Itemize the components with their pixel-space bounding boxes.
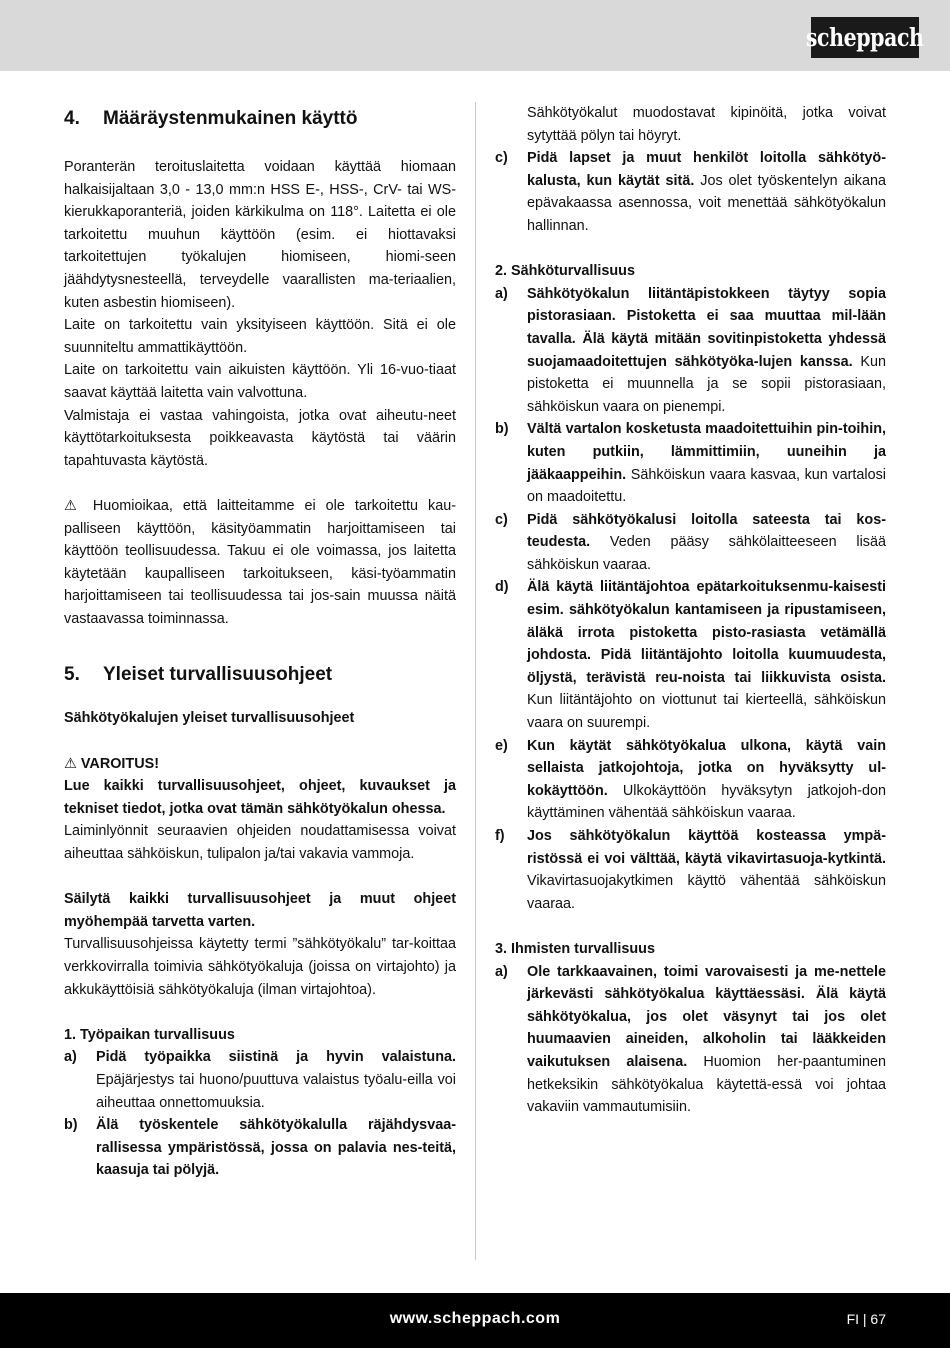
adult-use-paragraph: Laite on tarkoitettu vain aikuisten käyttöön. Yli 16-vuo-tiaat saavat käyttää laitetta vain valvottuna. — [64, 362, 456, 401]
brand-logo: scheppach — [811, 17, 919, 58]
list-item: b) Vältä vartalon kosketusta maadoitettuihin pin-toihin, kuten putkiin, lämmittimiin, uuneihin ja jääkaappeihin. Sähköiskun vaara kasvaa, kun vartalosi on maadoitettu. — [495, 421, 886, 506]
list-item: a) Sähkötyökalun liitäntäpistokkeen täytyy sopia pistorasiaan. Pistoketta ei saa muuttaa mil-lään tavalla. Älä käytä mitään sovitinpistoketta yhdessä suojamaadoitettujen sähkötyöka-lujen kanssa. Kun pistoketta ei muunnella ja se sopii pistorasiaan, sähköiskun vaara on pienempi. — [495, 285, 886, 415]
warning-bold-text: Lue kaikki turvallisuusohjeet, ohjeet, kuvaukset ja tekniset tiedot, jotka ovat tämän sähkötyökalun ohessa. — [64, 778, 456, 817]
list-item: c) Pidä lapset ja muut henkilöt loitolla sähkötyö-kalusta, kun käytät sitä. Jos olet työskentelyn aikana epävakaassa asennossa, voit menettää sähkötyökalun hallinnan. — [495, 150, 886, 234]
list-item: e) Kun käytät sähkötyökalua ulkona, käytä vain sellaista jatkojohtoja, jotka on hyväksytty ul-kokäyttöön. Ulkokäyttöön hyväksytyn jatkojoh-don käyttäminen vähentää sähköiskun vaaraa. — [495, 737, 886, 822]
column-divider — [475, 102, 476, 1260]
workplace-safety-heading: 1. Työpaikan turvallisuus — [64, 1026, 235, 1043]
list-item: a) Ole tarkkaavainen, toimi varovaisesti ja me-nettele järkevästi sähkötyökalua käyttäessäsi. Älä käytä sähkötyökalua, jos olet väsynyt tai jos olet huumaavien aineiden, alkoholin tai lääkkeiden vaikutuksen alaisena. Huomion her-paantuminen hetkeksikin sähkötyökalua käytettä-essä voi johtaa vakaviin vammautumisiin. — [495, 963, 887, 1116]
list-item: a) Pidä työpaikka siistinä ja hyvin valaistuna. Epäjärjestys tai huono/puuttuva valaistus työalu-eilla voi aiheuttaa onnettomuuksia. — [64, 1049, 456, 1111]
commercial-use-note: ⚠ Huomioikaa, että laitteitamme ei ole tarkoitettu kau-palliseen käyttöön, käsityöammatin harjoittamiseen tai käyttöön teollisuudessa. Takuu ei ole voimassa, jos laitetta käytetään kaupalliseen tarkoitukseen, käsi-työammatin harjoittamiseen tai teollisuudessa tai jos-sain muussa näitä vastaavassa toiminnassa. — [64, 497, 457, 627]
electrical-safety-heading: 2. Sähköturvallisuus — [495, 263, 635, 280]
left-column — [64, 102, 456, 1182]
right-column — [495, 102, 886, 1119]
liability-paragraph: Valmistaja ei vastaa vahingoista, jotka ovat aiheutu-neet käyttötarkoituksesta poikkeavasta käytöstä tai väärin tapahtuvasta käytöstä. — [64, 407, 456, 469]
website-link[interactable]: www.scheppach.com — [389, 1310, 561, 1327]
section-5-heading: 5. Yleiset turvallisuusohjeet — [64, 664, 333, 686]
page-number: FI | 67 — [846, 1311, 886, 1327]
list-item-continuation: Sähkötyökalut muodostavat kipinöitä, jotka voivat sytyttää pölyn tai höyryt. — [527, 105, 886, 144]
list-item: b) Älä työskentele sähkötyökalulla räjähdysvaa-rallisessa ympäristössä, jossa on palavia nes-teitä, kaasuja tai pölyjä. — [64, 1117, 456, 1179]
list-item: d) Älä käytä liitäntäjohtoa epätarkoituksenmu-kaisesti esim. sähkötyökalun kantamiseen ja ripustamiseen, äläkä irrota pistoketta pisto-rasiasta vetämällä johdosta. Pidä liitäntäjohto loitolla kuumuudesta, öljystä, terävistä reu-noista tai liikkuvista osista. Kun liitäntäjohto on viottunut tai kierteellä, sähköiskun vaara on suurempi. — [495, 579, 886, 732]
warning-triangle-icon: ⚠ — [64, 755, 77, 772]
keep-instructions-text: Turvallisuusohjeissa käytetty termi ”sähkötyökalu” tar-koittaa verkkovirralla toimivia sähkötyökaluja (joissa on virtajohto) ja akkukäyttöisiä sähkötyökaluja (ilman virtajohtoa). — [64, 936, 456, 998]
section-4-title: Määräystenmukainen käyttö — [103, 108, 358, 129]
footer-bar — [0, 1293, 950, 1348]
list-item: c) Pidä sähkötyökalusi loitolla sateesta tai kos-teudesta. Veden pääsy sähkölaitteeseen lisää sähköiskun vaaraa. — [495, 511, 886, 573]
list-item: f) Jos sähkötyökalun käyttöä kosteassa ympä-ristössä ei voi välttää, käytä vikavirtasuoja-kytkintä. Vikavirtasuojakytkimen käyttö vähentää sähköiskun vaaraa. — [495, 828, 886, 912]
warning-text: Laiminlyönnit seuraavien ohjeiden noudattamisessa voivat aiheuttaa sähköiskun, tulipalon ja/tai vakavia vammoja. — [64, 823, 456, 863]
intended-use-paragraph: Poranterän teroituslaitetta voidaan käyttää hiomaan halkaisijaltaan 3,0 - 13,0 mm:n HSS E-, HSS-, CrV- tai WS-kierukkaporanteriä, joiden kärkikulma on 118°. Laitetta ei ole tarkoitettu muuhun käyttöön (esim. ei hiottavaksi tarkoitettujen työkalujen hiomiseen, hiomi-seen jäähdytysnesteellä, terveydelle vaarallisten ma-teriaalien, kuten asbestin hiomiseen). — [64, 159, 456, 311]
warning-triangle-icon: ⚠ — [64, 497, 83, 514]
private-use-paragraph: Laite on tarkoitettu vain yksityiseen käyttöön. Sitä ei ole suunniteltu ammattikäyttöön. — [64, 317, 456, 356]
personal-safety-heading: 3. Ihmisten turvallisuus — [495, 940, 655, 957]
keep-instructions-bold: Säilytä kaikki turvallisuusohjeet ja muut ohjeet myöhempää tarvetta varten. — [64, 891, 456, 930]
section-5-title: Yleiset turvallisuusohjeet — [103, 664, 333, 686]
section-4-heading: 4. Määräystenmukainen käyttö — [64, 108, 358, 129]
warning-label: ⚠ VAROITUS! — [64, 755, 159, 772]
section-5-subtitle: Sähkötyökalujen yleiset turvallisuusohjeet — [64, 710, 355, 727]
